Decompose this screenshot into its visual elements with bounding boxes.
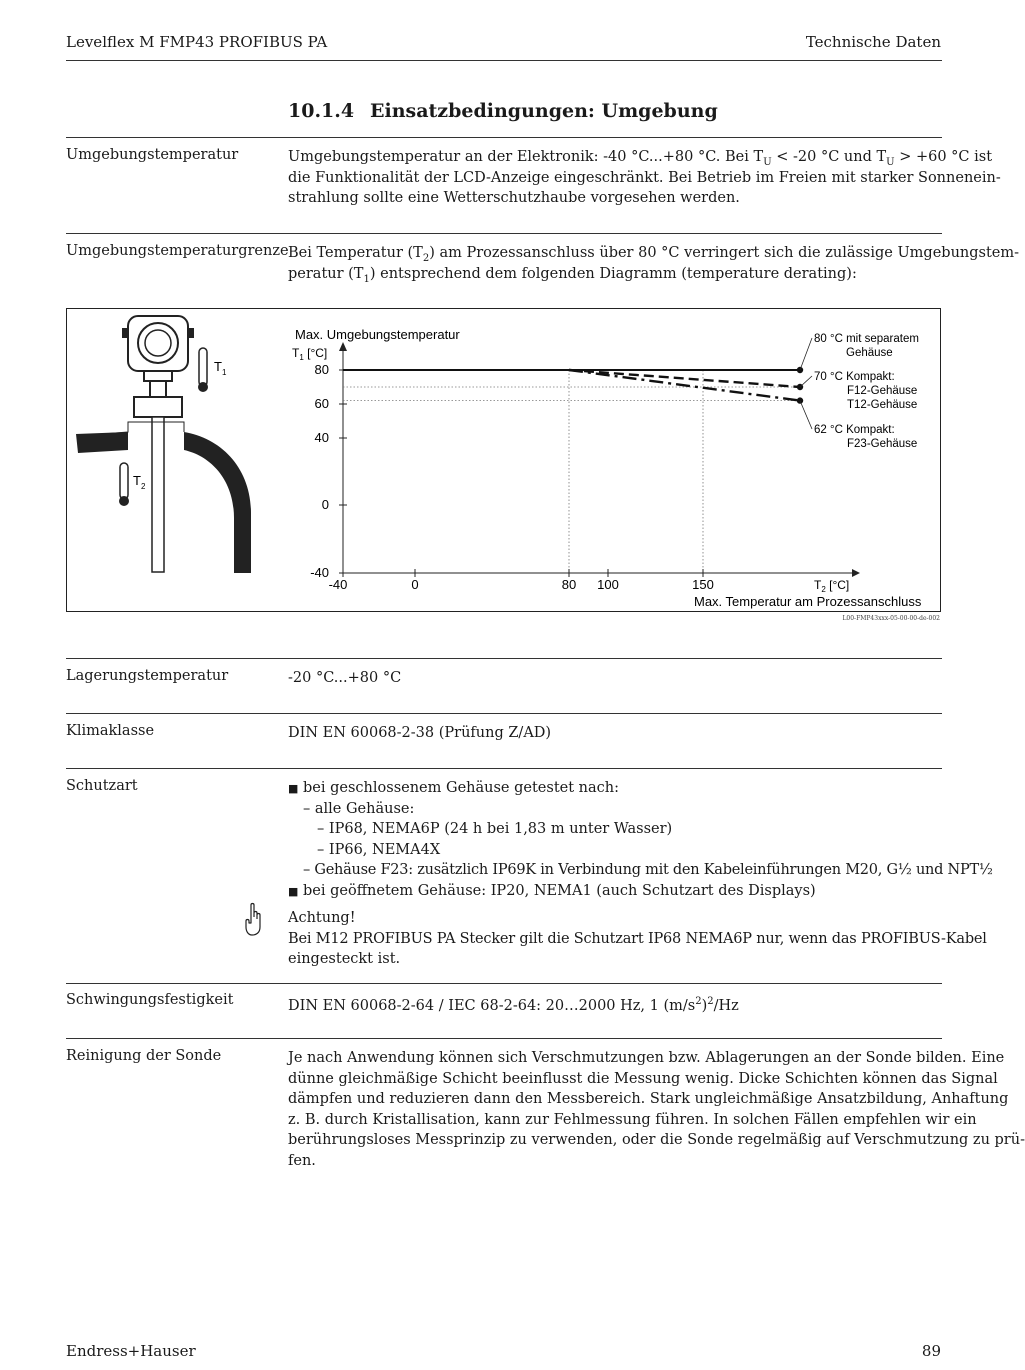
x-tick-label: -40	[328, 577, 348, 592]
ambient-text	[288, 147, 1001, 209]
caution-title: Achtung!	[288, 910, 356, 926]
y-axis-unit: $T_1$ [°C]	[292, 346, 328, 362]
process-neck	[150, 381, 166, 397]
cleaning-line: z. B. durch Kristallisation, kann zur Fehlmessung führen. In solchen Fällen empfehlen wir ein	[288, 1111, 977, 1128]
cleaning-line: dämpfen und reduzieren dann den Messbereich. Stark ungleichmäßige Ansatzbildung, Anhaftung	[288, 1091, 1009, 1107]
section-title: Einsatzbedingungen: Umgebung	[370, 100, 718, 122]
ambient-sub: U	[763, 156, 772, 168]
legend-entry: F23-Gehäuse	[847, 438, 918, 450]
limit-line1a: Bei Temperatur (T	[288, 245, 423, 261]
cable-gland-left	[122, 328, 128, 338]
thermometer-t2-bulb	[119, 496, 129, 506]
limit-line2a: peratur (T	[288, 265, 364, 282]
section-number: 10.1.4	[288, 100, 355, 122]
housing-lid	[138, 323, 178, 363]
protection-item: – Gehäuse F23: zusätzlich IP69K in Verbindung mit den Kabeleinführungen M20, G½ und NPT½	[303, 862, 993, 878]
probe-rod	[152, 417, 164, 572]
y-tick-label: 80	[314, 362, 329, 377]
caution-line1: Bei M12 PROFIBUS PA Stecker gilt die Schutzart IP68 NEMA6P nur, wenn das PROFIBUS-Kabel	[288, 930, 987, 947]
page-number: 89	[921, 1342, 941, 1360]
label-storage: Lagerungstemperatur	[66, 668, 229, 684]
limit-sub2: 2	[422, 252, 430, 264]
derating-figure	[66, 308, 942, 628]
x-tick-label: 150	[692, 577, 714, 592]
legend-entry: 70 °C Kompakt:	[814, 371, 895, 383]
ambient-line2: die Funktionalität der LCD-Anzeige eingeschränkt. Bei Betrieb im Freien mit starker Sonnenein-	[288, 169, 1001, 186]
section-heading	[288, 100, 718, 122]
flange	[134, 397, 182, 417]
y-tick-label: 40	[314, 430, 329, 445]
protection-list	[288, 778, 993, 901]
protection-item: – alle Gehäuse:	[303, 800, 415, 817]
thermometer-t1-icon	[199, 348, 207, 386]
label-protection: Schutzart	[66, 778, 138, 794]
legend-entry: T12-Gehäuse	[847, 399, 918, 411]
y-tick-label: -40	[310, 565, 329, 580]
row-divider	[66, 137, 942, 138]
x-tick-label: 80	[561, 577, 577, 592]
row-divider	[66, 658, 942, 659]
limit-line1b: ) am Prozessanschluss über 80 °C verringert sich die zulässige Umgebungstem-	[429, 245, 1020, 261]
legend-entry: F12-Gehäuse	[847, 385, 918, 397]
tank-wall-left	[76, 432, 128, 453]
row-divider	[66, 1038, 942, 1039]
limit-sub1: 1	[363, 273, 370, 285]
climate-value: DIN EN 60068-2-38 (Prüfung Z/AD)	[288, 725, 552, 741]
ambient-line1a: Umgebungstemperatur an der Elektronik: -40 °C...+80 °C. Bei T	[288, 149, 764, 165]
legend-entry: 62 °C Kompakt:	[814, 424, 895, 436]
header-section: Technische Daten	[805, 33, 941, 51]
cleaning-line: berührungsloses Messprinzip zu verwenden, oder die Sonde regelmäßig auf Verschmutzung zu prü-	[288, 1132, 1025, 1148]
label-limit: Umgebungstemperaturgrenze	[66, 243, 289, 259]
cable-gland-right	[188, 328, 194, 338]
vibration-value: DIN EN 60068-2-64 / IEC 68-2-64: 20…2000 Hz, 1 $(m/s^2)^2/Hz$	[288, 996, 739, 1014]
caution-line2: eingesteckt ist.	[288, 951, 401, 967]
series-endpoint	[797, 397, 803, 403]
t1-label: $T_1$	[214, 359, 227, 377]
housing-neck	[144, 371, 172, 381]
row-divider	[66, 768, 942, 769]
label-ambient: Umgebungstemperatur	[66, 147, 239, 163]
storage-value: -20 °C...+80 °C	[288, 670, 402, 686]
label-climate: Klimaklasse	[66, 723, 155, 739]
limit-line2b: ) entsprechend dem folgenden Diagramm (temperature derating):	[369, 265, 857, 282]
row-divider	[66, 233, 942, 234]
label-cleaning: Reinigung der Sonde	[66, 1048, 222, 1064]
protection-item: – IP68, NEMA6P (24 h bei 1,83 m unter Wasser)	[317, 821, 673, 837]
legend-entry: Gehäuse	[846, 347, 893, 359]
cleaning-line: fen.	[288, 1152, 316, 1169]
x-tick-label: 0	[411, 577, 419, 592]
protection-item: ■ bei geöffnetem Gehäuse: IP20, NEMA1 (auch Schutzart des Displays)	[288, 882, 816, 899]
cleaning-line: dünne gleichmäßige Schicht beeinflusst die Messung wenig. Dicke Schichten können das Signal	[288, 1070, 998, 1087]
thermometer-t1-bulb	[198, 382, 208, 392]
x-tick-label: 100	[597, 577, 619, 592]
protection-item: – IP66, NEMA4X	[317, 841, 441, 858]
cleaning-line: Je nach Anwendung können sich Verschmutzungen bzw. Ablagerungen an der Sonde bilden. Eine	[288, 1050, 1005, 1066]
row-divider	[66, 713, 942, 714]
header-rule	[66, 60, 942, 61]
y-axis-title: Max. Umgebungstemperatur	[295, 327, 460, 342]
header-title: Levelflex M FMP43 PROFIBUS PA	[66, 33, 328, 51]
legend-entry: 80 °C mit separatem	[814, 333, 919, 345]
cleaning-text	[288, 1048, 1025, 1171]
protection-item: ■ bei geschlossenem Gehäuse getestet nach:	[288, 780, 619, 796]
y-tick-label: 0	[321, 497, 329, 512]
x-axis-unit: $T_2$ [°C]	[814, 578, 850, 594]
label-vibration: Schwingungsfestigkeit	[66, 992, 234, 1008]
figure-frame	[67, 309, 941, 612]
ambient-line1b: < -20 °C und T	[771, 149, 887, 165]
t2-label: $T_2$	[133, 473, 146, 491]
thermometer-t2-icon	[120, 463, 128, 499]
row-divider	[66, 983, 942, 984]
ambient-sub-2: U	[886, 156, 895, 168]
ambient-line1c: > +60 °C ist	[894, 149, 993, 165]
limit-text	[288, 243, 1019, 284]
ambient-line3: strahlung sollte eine Wetterschutzhaube vorgesehen werden.	[288, 190, 740, 206]
y-tick-label: 60	[314, 396, 329, 411]
figure-code: L00-FMP43xxx-05-00-00-de-002	[842, 615, 940, 622]
footer-brand: Endress+Hauser	[66, 1342, 196, 1360]
caution-hand-icon	[243, 903, 263, 937]
caution-note	[288, 908, 987, 970]
x-axis-title: Max. Temperatur am Prozessanschluss	[694, 594, 922, 609]
